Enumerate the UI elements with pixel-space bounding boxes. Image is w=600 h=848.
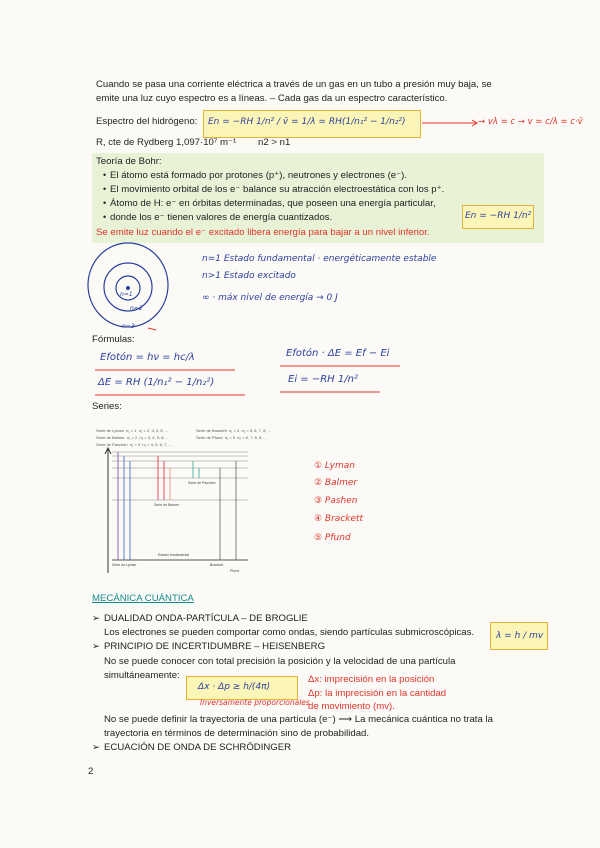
dp-note-2: de movimiento (mv). [308,701,395,712]
formula-underline [95,393,245,397]
energy-level-diagram [98,448,253,578]
series-list-2: ② Balmer [314,478,358,488]
series-list-5: ⑤ Pfund [314,533,351,543]
bullet-dot: • [103,212,107,222]
dx-note: Δx: imprecisión en la posición [308,674,435,685]
arrow-bullet-icon: ➢ [92,613,101,624]
series-table-right-row: Serie de Pfund n₁ = 5 n₂ = 6, 7, 8, 9, ... [196,435,267,440]
quantum-item-3: ECUACIÓN DE ONDA DE SCHRÖDINGER [104,742,292,753]
orbit-note-1: n=1 Estado fundamental · energéticamente estable [202,254,437,264]
series-title: Series: [92,401,122,412]
intro-line-2: emite una luz cuyo espectro es a líneas. – Cada gas da un espectro característico. [96,93,448,104]
bullet-dot: • [103,184,107,194]
bohr-bullet-2: El movimiento orbital de los e⁻ balance su atracción electroestática con los p⁺. [110,184,445,195]
dp-note-1: Δp: la imprecisión en la cantidad [308,688,447,699]
formula-underline [95,368,235,372]
series-list-4: ④ Brackett [314,514,364,524]
diagram-label-paschen: Serie de Paschen [188,481,216,485]
orbit-note-2: n>1 Estado excitado [202,271,296,281]
quantum-title: MECÁNICA CUÁNTICA [92,593,194,604]
bullet-dot: • [103,170,107,180]
series-list-3: ③ Pashen [314,496,358,506]
bohr-bullet-4: donde los e⁻ tienen valores de energía cuantizados. [110,212,333,223]
formula-delta-e: ΔE = RH (1/n₁² − 1/n₂²) [98,377,215,388]
bohr-bullet-3: Átomo de H: e⁻ en órbitas determinadas, que poseen una energía particular, [110,198,436,209]
rydberg-condition: n2 > n1 [258,137,291,148]
heisenberg-formula: Δx · Δp ≥ h/(4π) [198,682,271,692]
series-table-left-row: Serie de Lyman n₁ = 1 n₂ = 2, 3, 4, 5, ... [96,428,169,433]
trajectory-line-2: trayectoria en términos de determinación sino de probabilidad. [104,728,370,739]
quantum-item-2: PRINCIPIO DE INCERTIDUMBRE – HEISENBERG [104,641,326,652]
bohr-title: Teoría de Bohr: [96,156,162,167]
rydberg-constant: R, cte de Rydberg 1,097·10⁷ m⁻¹ [96,137,237,148]
energy-note: En = −RH 1/n² [465,211,532,221]
quantum-item-1-text: Los electrones se pueden comportar como ondas, siendo partículas submicroscópicas. [104,627,475,638]
red-arrow-line [422,118,482,128]
bohr-orbit-diagram [88,240,208,330]
diagram-label-pfund: Pfund [230,569,240,573]
debroglie-formula: λ = h / mv [496,631,544,641]
diagram-label-balmer: Serie de Balmer [154,503,180,507]
formulas-title: Fórmulas: [92,334,135,345]
emission-note: Se emite luz cuando el e⁻ excitado libera energía para bajar a un nivel inferior. [96,227,430,238]
formula-underline [280,390,380,394]
page-number: 2 [88,766,94,777]
spectrum-side-note: → vλ = c → v = c/λ = c·v̄ [478,117,583,127]
orbit-label-1: n=1 [120,291,133,298]
quantum-item-1: DUALIDAD ONDA-PARTÍCULA – DE BROGLIE [104,613,308,624]
orbit-label-3: n=3 [122,323,135,330]
orbit-label-2: n=2 [130,305,143,312]
series-table-left-row: Serie de Paschen n₁ = 3 n₂ = 4, 5, 6, 7, ... [96,442,172,447]
quantum-item-2-text-2: simultáneamente: [104,670,180,681]
formula-energy-level: Ei = −RH 1/n² [288,374,358,385]
spectrum-label: Espectro del hidrógeno: [96,116,198,127]
orbit-note-3: ∞ · máx nivel de energía → 0 J [202,293,338,303]
diagram-label-ground: Estado fundamental [158,553,190,557]
series-list-1: ① Lyman [314,461,355,471]
arrow-bullet-icon: ➢ [92,641,101,652]
bullet-dot: • [103,198,107,208]
inverse-note: Inversamente proporcionales [200,698,310,707]
series-table-right-row: Serie de Brackett n₁ = 4 n₂ = 5, 6, 7, 8, ... [196,428,271,433]
spectrum-formula: En = −RH 1/n² / v̄ = 1/λ = RH(1/n₁² − 1/n₂²) [208,117,406,127]
diagram-label-brackett: Brackett [210,563,223,567]
quantum-item-2-text-1: No se puede conocer con total precisión la posición y la velocidad de una partícula [104,656,456,667]
diagram-label-lyman: Serie de Lyman [112,563,137,567]
trajectory-line-1: No se puede definir la trayectoria de una partícula (e⁻) ⟶ La mecánica cuántica no trata la [104,714,493,725]
arrow-bullet-icon: ➢ [92,742,101,753]
formula-photon: Efotón = hν = hc/λ [100,352,195,363]
formula-underline [280,364,400,368]
intro-line-1: Cuando se pasa una corriente eléctrica a través de un gas en un tubo a presión muy baja, se [96,79,492,90]
series-table-left-row: Serie de Balmer n₁ = 2 n₂ = 3, 4, 5, 6, ... [96,435,169,440]
bohr-bullet-1: El átomo está formado por protones (p⁺), neutrones y electrones (e⁻). [110,170,408,181]
formula-photon-delta: Efotón · ΔE = Ef − Ei [286,348,390,359]
